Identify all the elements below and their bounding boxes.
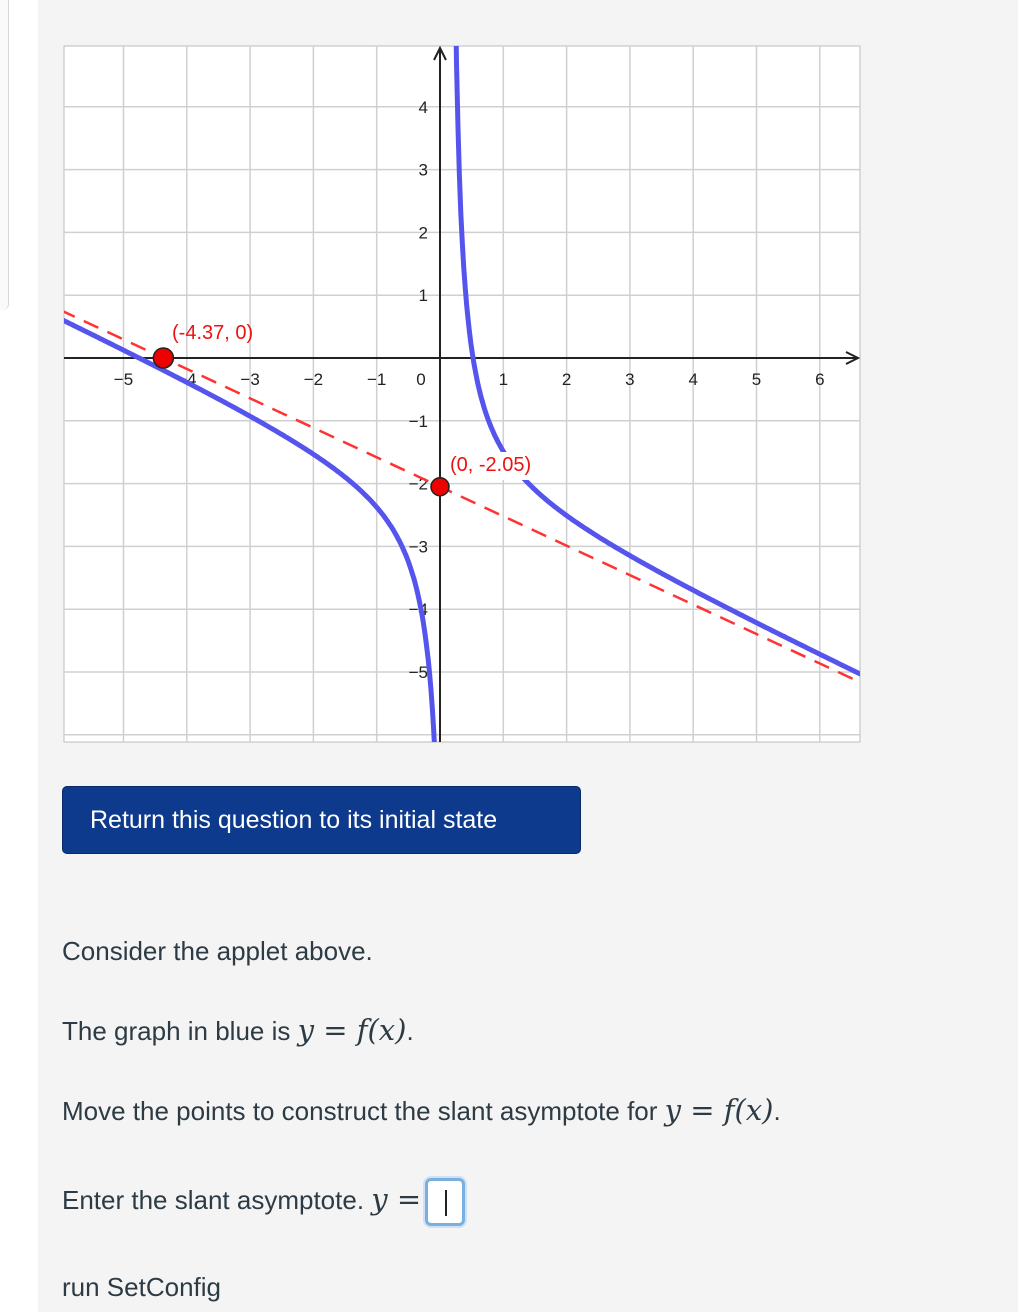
draggable-point-a[interactable]	[153, 348, 173, 368]
math-expression: y = f(x)	[664, 1093, 774, 1127]
point-b-label: (0, -2.05)	[450, 454, 532, 476]
text-caret	[445, 1190, 447, 1216]
x-tick-label: −5	[113, 370, 134, 389]
x-tick-label: 3	[625, 370, 635, 389]
instruction-text-label: Move the points to construct the slant asymptote for	[62, 1096, 665, 1126]
y-tick-label: −4	[408, 600, 428, 620]
y-tick-label: 3	[418, 160, 428, 180]
graph-description-text: The graph in blue is	[62, 1016, 298, 1046]
x-tick-label: −4	[177, 370, 197, 389]
answer-row	[62, 1178, 465, 1226]
instruction-text: Move the points to construct the slant asymptote for y = f(x).	[62, 1093, 781, 1127]
math-expression: y = f(x)	[297, 1013, 407, 1047]
y-tick-label: 2	[418, 223, 428, 243]
y-tick-label: 1	[418, 286, 428, 306]
x-tick-label: 6	[815, 370, 825, 389]
point-a-label: (-4.37, 0)	[172, 322, 254, 344]
graph-description: The graph in blue is y = f(x).	[62, 1013, 414, 1047]
draggable-point-b[interactable]	[431, 478, 449, 496]
x-tick-label: 2	[561, 370, 572, 389]
answer-prompt: Enter the slant asymptote.	[62, 1184, 372, 1215]
x-tick-label: 5	[751, 370, 762, 389]
intro-text: Consider the applet above.	[62, 936, 373, 966]
x-tick-label: 4	[688, 370, 698, 389]
slant-asymptote-input[interactable]	[425, 1178, 465, 1226]
run-setconfig-text: run SetConfig	[62, 1272, 221, 1302]
x-tick-label: 0	[416, 370, 426, 389]
y-tick-label: −1	[408, 411, 428, 431]
x-tick-label: −2	[303, 370, 324, 389]
math-expression: y =	[371, 1181, 422, 1216]
reset-question-button[interactable]: Return this question to its initial state	[62, 786, 581, 854]
x-tick-label: −1	[367, 370, 387, 389]
y-tick-label: −3	[408, 537, 428, 557]
y-tick-label: −2	[408, 474, 428, 494]
y-tick-label: 4	[418, 97, 428, 117]
x-tick-label: −3	[240, 370, 260, 389]
x-tick-label: 1	[498, 370, 509, 389]
y-tick-label: −5	[408, 663, 428, 682]
graph-canvas	[64, 46, 860, 742]
